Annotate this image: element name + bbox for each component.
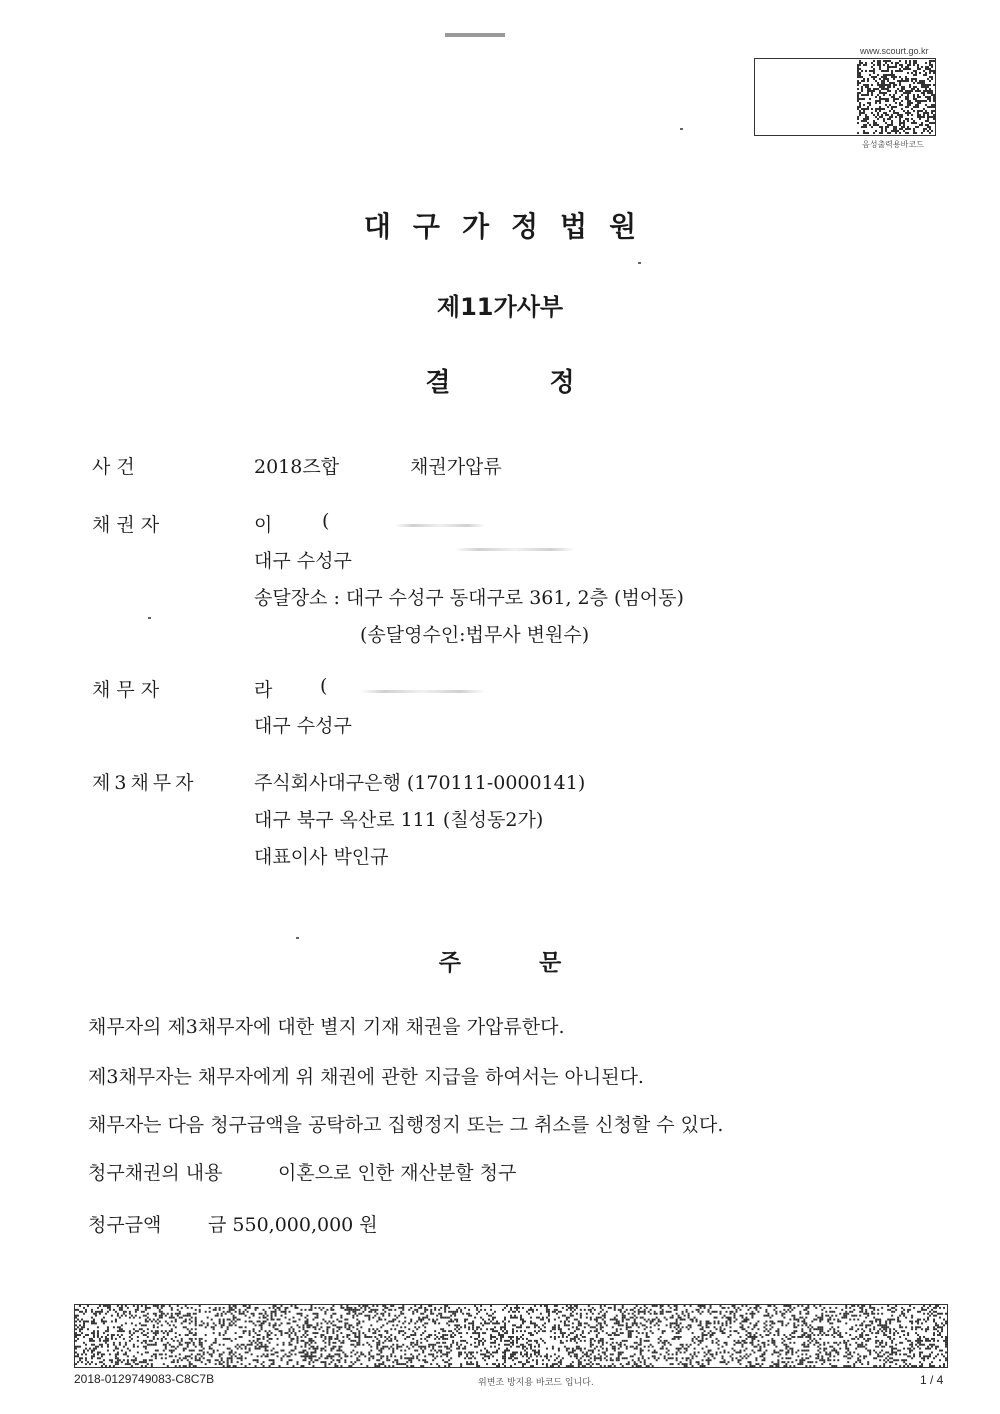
document-title: 결 정 [425, 368, 575, 398]
debtor-label [92, 675, 204, 702]
debtor-address: 대구 수성구 [254, 715, 352, 737]
third-debtor-label [92, 768, 204, 795]
redaction-mark [395, 524, 485, 527]
order-title: 주 문 [438, 950, 562, 976]
2d-barcode-icon [857, 60, 935, 134]
creditor-label-text: 채 권 자 [92, 514, 160, 536]
debtor-label-text: 채 무 자 [92, 679, 160, 701]
third-debtor-label-text: 제3채무자 [92, 772, 198, 794]
creditor-delivery: 송달장소 : 대구 수성구 동대구로 361, 2층 (범어동) [254, 587, 684, 609]
debtor-id-paren: ( [320, 675, 328, 697]
third-debtor-representative: 대표이사 박인규 [254, 846, 389, 868]
amount-value: 금 550,000,000 원 [208, 1214, 378, 1236]
creditor-name: 이 [254, 514, 273, 536]
anti-forgery-barcode-icon [74, 1304, 948, 1368]
scan-artifact [445, 33, 505, 37]
creditor-label [92, 510, 204, 537]
document-id: 2018-0129749083-C8C7B [74, 1372, 215, 1386]
debtor-name: 라 [254, 679, 273, 701]
scan-speck [296, 937, 299, 939]
creditor-id-paren: ( [322, 510, 330, 532]
page-number: 1 / 4 [920, 1373, 944, 1387]
order-line-3: 채무자는 다음 청구금액을 공탁하고 집행정지 또는 그 취소를 신청할 수 있다. [88, 1114, 724, 1136]
case-number: 2018즈합 [254, 456, 340, 478]
court-name: 대구가정법원 [363, 210, 659, 243]
amount-label: 청구금액 [88, 1214, 162, 1236]
creditor-address: 대구 수성구 [254, 550, 352, 572]
third-debtor-address: 대구 북구 옥산로 111 (칠성동2가) [254, 809, 544, 831]
site-url: www.scourt.go.kr [860, 46, 929, 56]
creditor-agent: (송달영수인:법무사 변원수) [360, 624, 590, 646]
barcode-notice: 위변조 방지용 바코드 입니다. [478, 1378, 594, 1388]
barcode-caption: 음성출력용바코드 [862, 140, 924, 149]
claim-label: 청구채권의 내용 [88, 1162, 223, 1184]
redaction-mark [360, 690, 485, 693]
case-label [92, 452, 204, 479]
scan-speck [148, 617, 151, 619]
scan-speck [680, 128, 683, 130]
third-debtor-name: 주식회사대구은행 (170111-0000141) [254, 772, 586, 794]
case-label-text: 사 건 [92, 456, 135, 478]
redaction-mark [455, 548, 575, 551]
order-line-1: 채무자의 제3채무자에 대한 별지 기재 채권을 가압류한다. [88, 1016, 565, 1038]
claim-value: 이혼으로 인한 재산분할 청구 [278, 1162, 517, 1184]
order-line-2: 제3채무자는 채무자에게 위 채권에 관한 지급을 하여서는 아니된다. [88, 1066, 644, 1088]
scan-speck [638, 262, 641, 264]
department: 제11가사부 [436, 293, 564, 321]
case-type: 채권가압류 [410, 456, 502, 478]
